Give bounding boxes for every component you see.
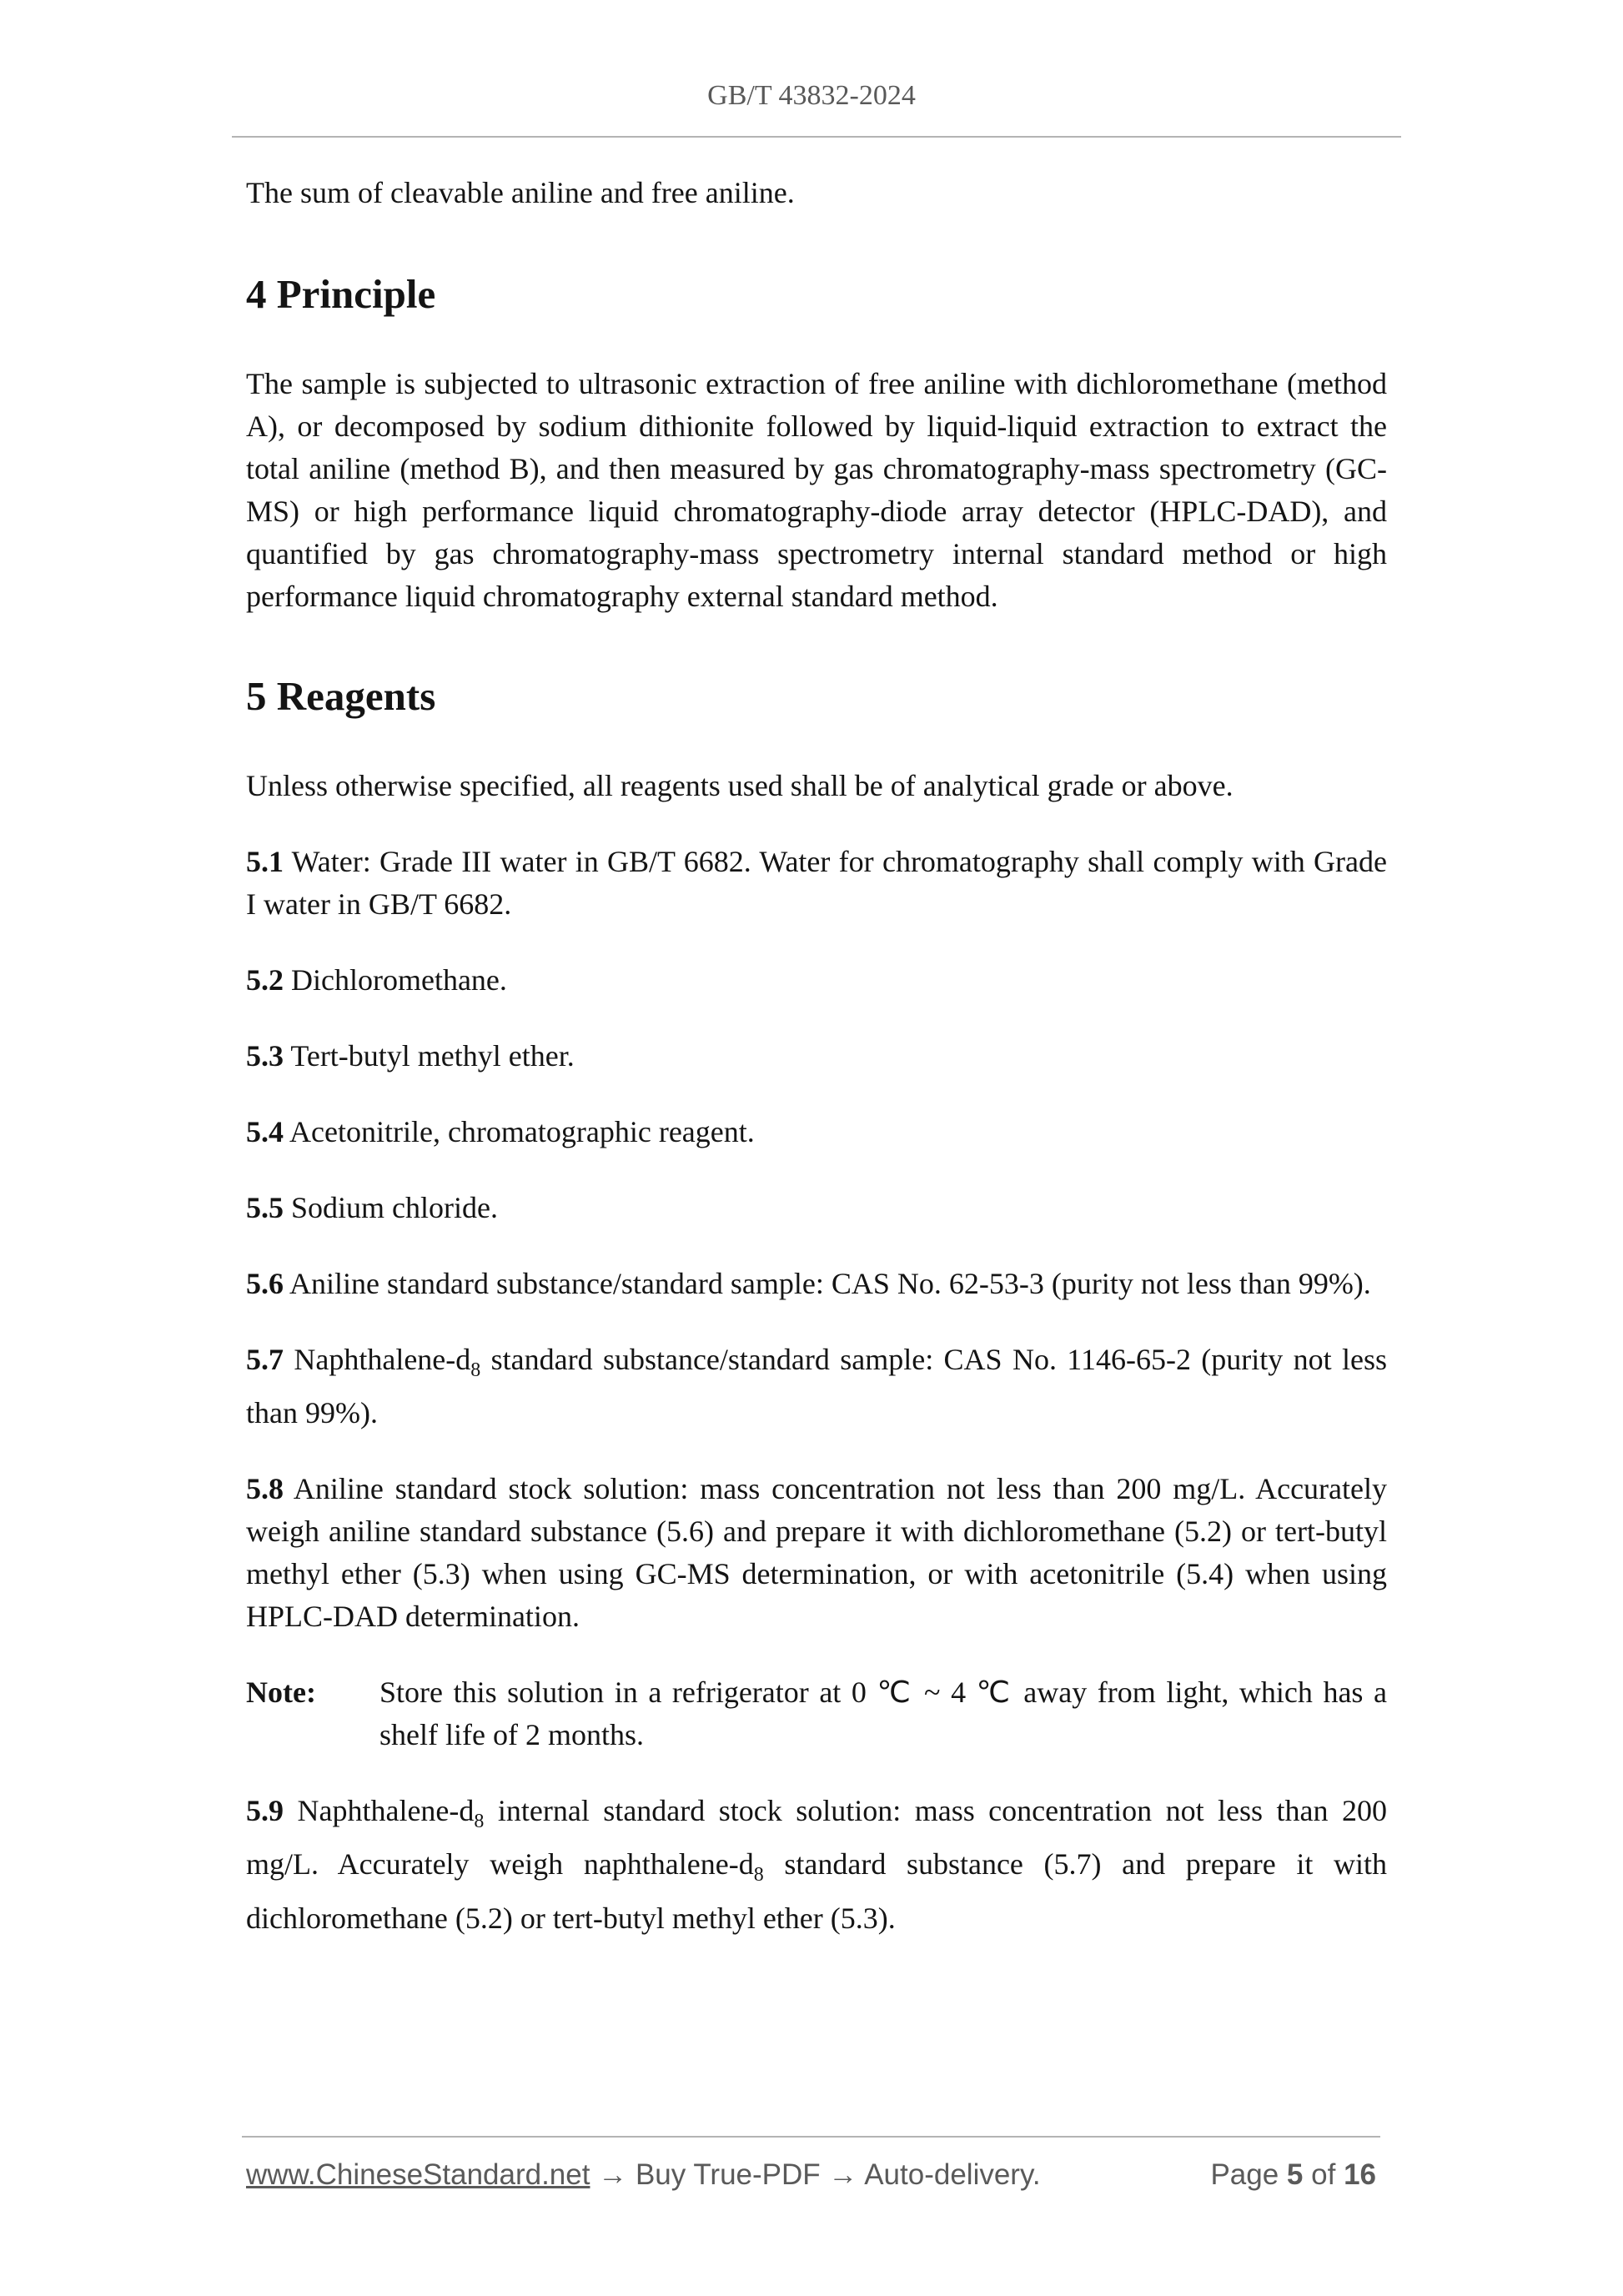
clause-text: Aniline standard stock solution: mass concentration not less than 200 mg/L. Accurately weigh aniline standard substance (5.6) and prepare it with dichloromethane (5.2) or tert-butyl methyl ether (5.3) when using GC-MS determination, or with acetonitrile (5.4) when using HPLC-DAD determination. — [246, 1472, 1388, 1634]
page-indicator — [1210, 2158, 1376, 2192]
reagent-item — [246, 1187, 1387, 1229]
definition-text: The sum of cleavable aniline and free aniline. — [246, 176, 795, 209]
reagents-intro: Unless otherwise specified, all reagents used shall be of analytical grade or above. — [246, 769, 1234, 802]
reagent-item — [246, 959, 1387, 1002]
clause-number: 5.4 — [246, 1115, 284, 1148]
website-link[interactable]: www.ChineseStandard.net — [246, 2158, 590, 2191]
page-label: Page — [1210, 2158, 1279, 2191]
clause-number: 5.9 — [246, 1794, 284, 1828]
clause-number: 5.3 — [246, 1039, 284, 1073]
reagent-item — [246, 1111, 1387, 1153]
subscript: 8 — [470, 1359, 481, 1382]
note-text: Store this solution in a refrigerator at 0 ℃ ~ 4 ℃ away from light, which has a shelf life of 2 months. — [379, 1676, 1387, 1752]
clause-text-continued: internal standard stock solution: mass concentration not less than 200 mg/L. Accurately weigh naphthalene-d — [246, 1794, 1387, 1882]
clause-text: Tert-butyl methyl ether. — [290, 1039, 575, 1073]
clause-number: 5.2 — [246, 963, 284, 997]
footer-promo — [246, 2158, 1041, 2192]
arrow-icon: → — [598, 2158, 628, 2191]
clause-text-continued: standard substance/standard sample: CAS No. 1146-65-2 (purity not less than 99%). — [246, 1343, 1387, 1430]
note-block — [246, 1671, 1387, 1756]
total-pages-number: 16 — [1344, 2158, 1376, 2191]
clause-text: Naphthalene-d — [294, 1343, 471, 1376]
section-heading-principle: 4 Principle — [246, 271, 436, 317]
buy-true-pdf-text: Buy True-PDF — [635, 2158, 821, 2191]
standard-code-header: GB/T 43832-2024 — [707, 80, 916, 111]
page-content — [246, 172, 1387, 1940]
clause-text: Naphthalene-d — [297, 1794, 475, 1828]
clause-text: Dichloromethane. — [291, 963, 507, 997]
clause-number: 5.6 — [246, 1267, 284, 1300]
principle-paragraph: The sample is subjected to ultrasonic extraction of free aniline with dichloromethane (method A), or decomposed by sodium dithionite followed by liquid-liquid extraction to extract the total aniline (method B), and then measured by gas chromatography-mass spectrometry (GC-MS) or high performance liquid chromatography-diode array detector (HPLC-DAD), and quantified by gas chromatography-mass spectrometry internal standard method or high performance liquid chromatography external standard method. — [246, 367, 1387, 613]
subscript: 8 — [753, 1864, 764, 1887]
clause-number: 5.5 — [246, 1191, 284, 1224]
reagent-item — [246, 1790, 1387, 1939]
clause-number: 5.8 — [246, 1472, 284, 1506]
header-divider — [232, 136, 1401, 138]
clause-number: 5.7 — [246, 1343, 284, 1376]
clause-text: Sodium chloride. — [291, 1191, 498, 1224]
clause-number: 5.1 — [246, 845, 284, 878]
footer-divider — [242, 2136, 1380, 2138]
of-label: of — [1311, 2158, 1336, 2191]
auto-delivery-text: Auto-delivery. — [864, 2158, 1041, 2191]
page-footer — [246, 2158, 1376, 2200]
clause-text: Acetonitrile, chromatographic reagent. — [289, 1115, 755, 1148]
reagent-item — [246, 841, 1387, 926]
reagent-item — [246, 1035, 1387, 1078]
clause-text: Aniline standard substance/standard sample: CAS No. 62-53-3 (purity not less than 99%). — [289, 1267, 1371, 1300]
clause-text: Water: Grade III water in GB/T 6682. Water for chromatography shall comply with Grade I water in GB/T 6682. — [246, 845, 1387, 921]
current-page-number: 5 — [1286, 2158, 1304, 2191]
note-label: Note: — [246, 1676, 316, 1710]
clause-text-continued: standard substance (5.7) and prepare it with dichloromethane (5.2) or tert-butyl methyl ether (5.3). — [246, 1847, 1387, 1935]
reagent-item — [246, 1468, 1387, 1638]
reagent-item — [246, 1263, 1387, 1305]
arrow-icon: → — [828, 2158, 858, 2191]
section-heading-reagents: 5 Reagents — [246, 673, 436, 719]
reagent-item — [246, 1339, 1387, 1434]
subscript: 8 — [474, 1811, 485, 1833]
